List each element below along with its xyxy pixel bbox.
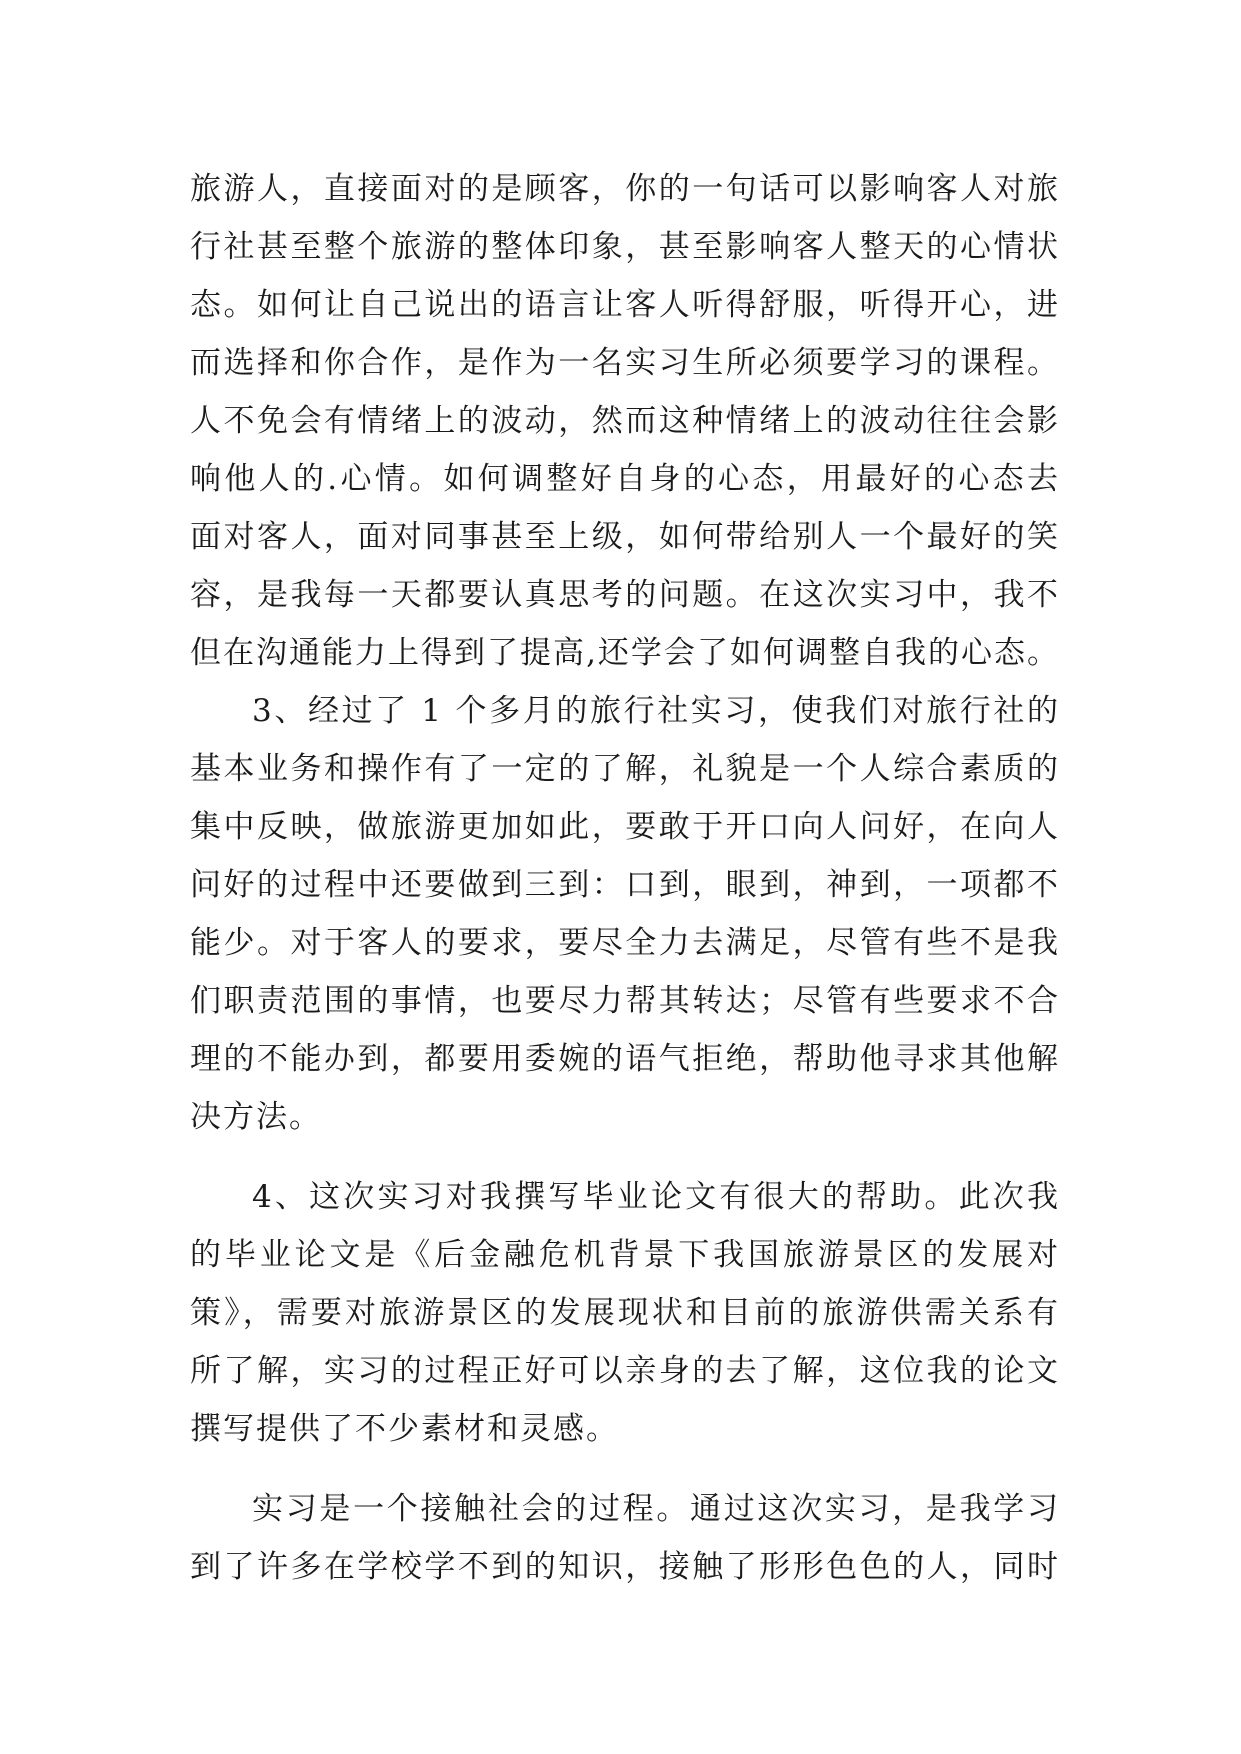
text-line: 问好的过程中还要做到三到：口到，眼到，神到，一项都不 [190,867,1060,903]
text-line: 人不免会有情绪上的波动，然而这种情绪上的波动往往会影 [190,403,1060,439]
paragraph [190,682,1060,1146]
text-line: 4、这次实习对我撰写毕业论文有很大的帮助。此次我 [252,1179,1060,1215]
text-line: 们职责范围的事情，也要尽力帮其转达；尽管有些要求不合 [190,983,1060,1019]
paragraph [190,1480,1060,1596]
text-line: 撰写提供了不少素材和灵感。 [190,1411,619,1447]
text-line: 响他人的.心情。如何调整好自身的心态，用最好的心态去 [190,461,1060,497]
text-line: 面对客人，面对同事甚至上级，如何带给别人一个最好的笑 [190,519,1060,555]
text-line: 决方法。 [190,1099,322,1135]
text-line: 能少。对于客人的要求，要尽全力去满足，尽管有些不是我 [190,925,1060,961]
text-line: 到了许多在学校学不到的知识，接触了形形色色的人，同时 [190,1549,1060,1585]
text-line: 策》，需要对旅游景区的发展现状和目前的旅游供需关系有 [190,1295,1060,1331]
text-line: 但在沟通能力上得到了提高,还学会了如何调整自我的心态。 [190,635,1060,671]
text-line: 而选择和你合作，是作为一名实习生所必须要学习的课程。 [190,345,1060,381]
paragraph [190,1168,1060,1458]
text-line: 容，是我每一天都要认真思考的问题。在这次实习中，我不 [190,577,1060,613]
text-line: 所了解，实习的过程正好可以亲身的去了解，这位我的论文 [190,1353,1060,1389]
text-line: 行社甚至整个旅游的整体印象，甚至影响客人整天的心情状 [190,229,1060,265]
text-line: 旅游人，直接面对的是顾客，你的一句话可以影响客人对旅 [190,171,1060,207]
text-line: 实习是一个接触社会的过程。通过这次实习，是我学习 [252,1491,1060,1527]
text-line: 基本业务和操作有了一定的了解，礼貌是一个人综合素质的 [190,751,1060,787]
paragraph-gap [190,1146,1060,1168]
text-line: 3、经过了 1 个多月的旅行社实习，使我们对旅行社的 [252,693,1060,729]
text-line: 态。如何让自己说出的语言让客人听得舒服，听得开心，进 [190,287,1060,323]
text-line: 的毕业论文是《后金融危机背景下我国旅游景区的发展对 [190,1237,1060,1273]
paragraph [190,160,1060,682]
paragraph-gap [190,1458,1060,1480]
text-line: 集中反映，做旅游更加如此，要敢于开口向人问好，在向人 [190,809,1060,845]
document-body [190,160,1060,1596]
text-line: 理的不能办到，都要用委婉的语气拒绝，帮助他寻求其他解 [190,1041,1060,1077]
